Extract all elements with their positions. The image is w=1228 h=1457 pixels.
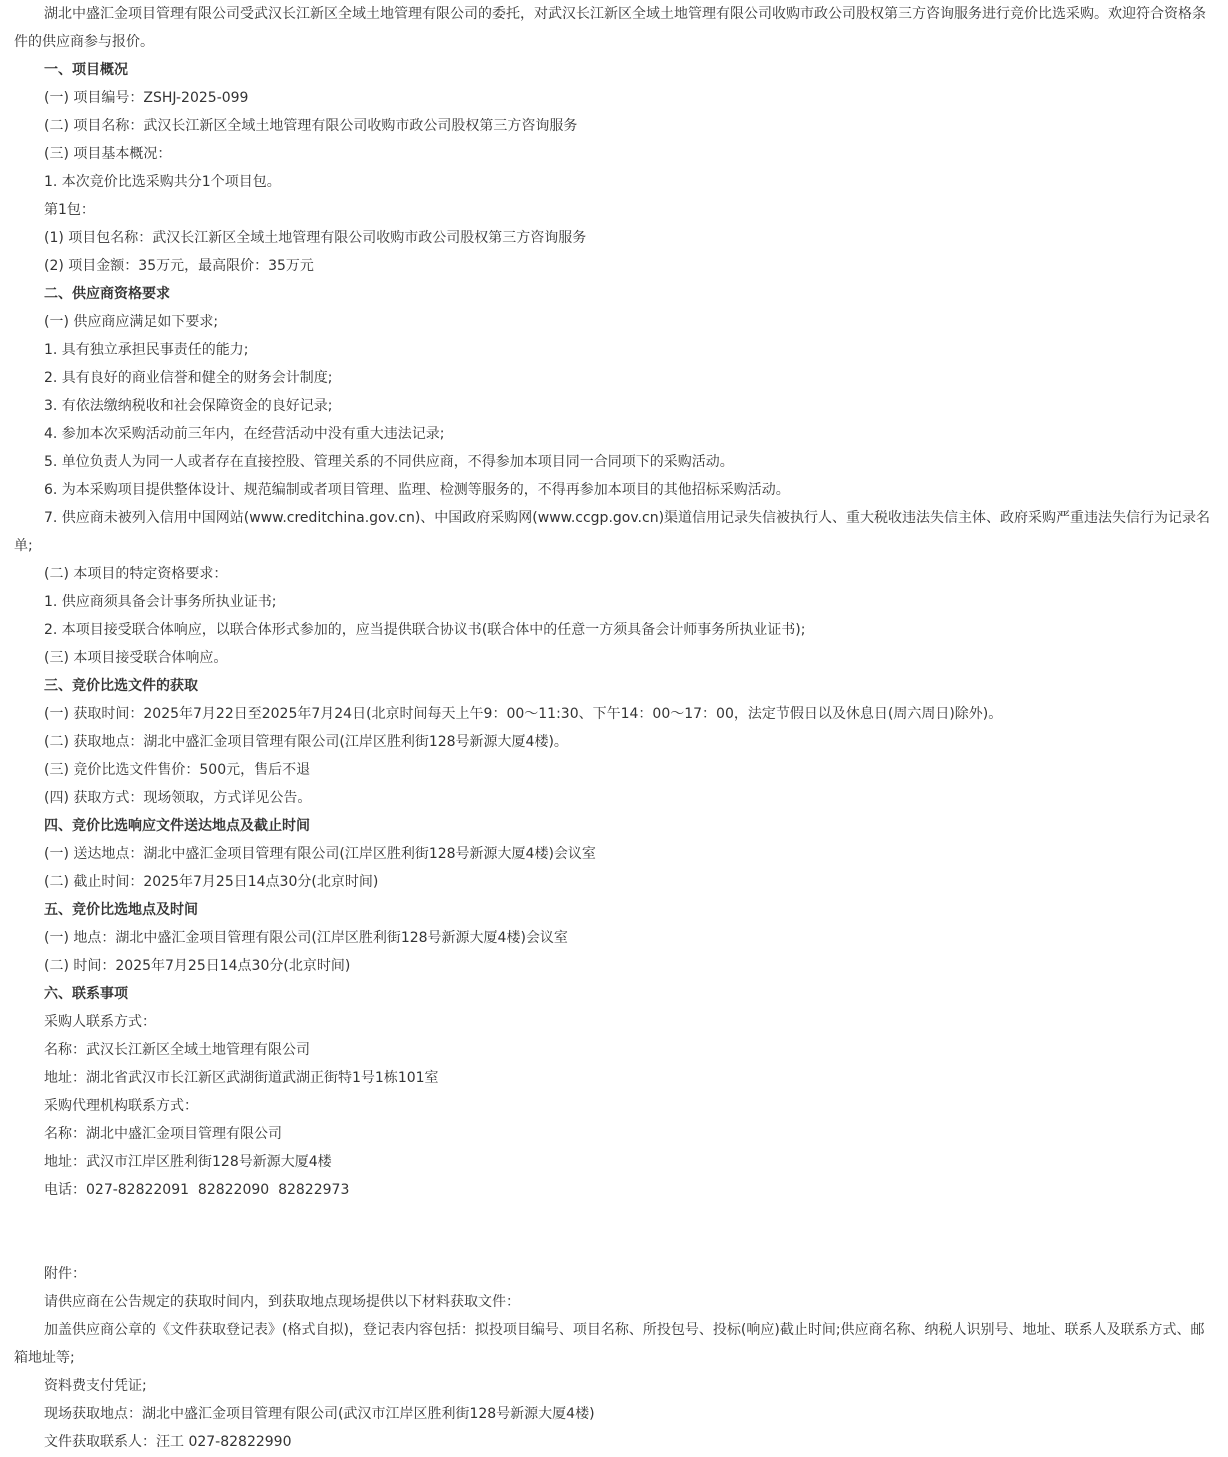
list-item: 5. 单位负责人为同一人或者存在直接控股、管理关系的不同供应商，不得参加本项目同一合同项下的采购活动。	[44, 454, 734, 470]
package-label: 第1包：	[44, 202, 95, 218]
list-item: 3. 有依法缴纳税收和社会保障资金的良好记录;	[44, 398, 333, 414]
attachment-receipt: 资料费支付凭证;	[44, 1378, 147, 1394]
section4-heading: 四、竞价比选响应文件送达地点及截止时间	[44, 818, 310, 834]
attachment-label: 附件：	[44, 1266, 86, 1282]
attachment-location: 现场获取地点：湖北中盛汇金项目管理有限公司(武汉市江岸区胜利街128号新源大厦4楼)	[44, 1406, 595, 1422]
consortium-note: (三) 本项目接受联合体响应。	[44, 650, 228, 666]
list-item: 6. 为本采购项目提供整体设计、规范编制或者项目管理、监理、检测等服务的，不得再参加本项目的其他招标采购活动。	[44, 482, 790, 498]
attachment-instruction: 请供应商在公告规定的获取时间内，到获取地点现场提供以下材料获取文件：	[44, 1294, 520, 1310]
section6-heading: 六、联系事项	[44, 986, 128, 1002]
attachment-contact: 文件获取联系人：汪工 027-82822990	[44, 1434, 292, 1450]
section3-heading: 三、竞价比选文件的获取	[44, 678, 198, 694]
buyer-contact-label: 采购人联系方式：	[44, 1014, 156, 1030]
list-item: 1. 供应商须具备会计事务所执业证书;	[44, 594, 277, 610]
buyer-address: 地址：湖北省武汉市长江新区武湖街道武湖正街特1号1栋101室	[44, 1070, 439, 1086]
acquisition-place: (二) 获取地点：湖北中盛汇金项目管理有限公司(江岸区胜利街128号新源大厦4楼)。	[44, 734, 568, 750]
package-name: (1) 项目包名称：武汉长江新区全域土地管理有限公司收购市政公司股权第三方咨询服务	[44, 230, 587, 246]
project-name: (二) 项目名称：武汉长江新区全域土地管理有限公司收购市政公司股权第三方咨询服务	[44, 118, 578, 134]
list-item: 4. 参加本次采购活动前三年内，在经营活动中没有重大违法记录;	[44, 426, 445, 442]
section5-heading: 五、竞价比选地点及时间	[44, 902, 198, 918]
agent-address: 地址：武汉市江岸区胜利街128号新源大厦4楼	[44, 1154, 332, 1170]
project-overview-label: (三) 项目基本概况：	[44, 146, 172, 162]
agent-contact-label: 采购代理机构联系方式：	[44, 1098, 198, 1114]
document-price: (三) 竞价比选文件售价：500元，售后不退	[44, 762, 311, 778]
list-item: 2. 具有良好的商业信誉和健全的财务会计制度;	[44, 370, 333, 386]
deadline: (二) 截止时间：2025年7月25日14点30分(北京时间)	[44, 874, 379, 890]
acquisition-time: (一) 获取时间：2025年7月22日至2025年7月24日(北京时间每天上午9：00～11:30、下午14：00～17：00，法定节假日以及休息日(周六周日)除外)。	[44, 706, 1003, 722]
acquisition-method: (四) 获取方式：现场领取，方式详见公告。	[44, 790, 312, 806]
agent-phone: 电话：027-82822091 82822090 82822973	[44, 1182, 350, 1198]
general-requirements-label: (一) 供应商应满足如下要求;	[44, 314, 219, 330]
list-item: 1. 具有独立承担民事责任的能力;	[44, 342, 249, 358]
buyer-name: 名称：武汉长江新区全域土地管理有限公司	[44, 1042, 310, 1058]
spacer	[14, 1204, 1214, 1260]
section1-heading: 一、项目概况	[44, 62, 128, 78]
intro-paragraph: 湖北中盛汇金项目管理有限公司受武汉长江新区全域土地管理有限公司的委托，对武汉长江新区全域土地管理有限公司收购市政公司股权第三方咨询服务进行竞价比选采购。欢迎符合资格条件的供应商参与报价。	[14, 6, 1206, 50]
attachment-form: 加盖供应商公章的《文件获取登记表》(格式自拟)，登记表内容包括：拟投项目编号、项目名称、所投包号、投标(响应)截止时间;供应商名称、纳税人识别号、地址、联系人及联系方式、邮箱地址等;	[14, 1322, 1205, 1366]
list-item-credit: 7. 供应商未被列入信用中国网站(www.creditchina.gov.cn)、中国政府采购网(www.ccgp.gov.cn)渠道信用记录失信被执行人、重大税收违法失信主体、政府采购严重违法失信行为记录名单;	[14, 510, 1211, 554]
specific-requirements-label: (二) 本项目的特定资格要求：	[44, 566, 228, 582]
delivery-place: (一) 送达地点：湖北中盛汇金项目管理有限公司(江岸区胜利街128号新源大厦4楼)会议室	[44, 846, 596, 862]
package-count: 1. 本次竞价比选采购共分1个项目包。	[44, 174, 281, 190]
bidding-place: (一) 地点：湖北中盛汇金项目管理有限公司(江岸区胜利街128号新源大厦4楼)会议室	[44, 930, 568, 946]
section2-heading: 二、供应商资格要求	[44, 286, 170, 302]
package-amount: (2) 项目金额：35万元，最高限价：35万元	[44, 258, 314, 274]
project-number: (一) 项目编号：ZSHJ-2025-099	[44, 90, 249, 106]
agent-name: 名称：湖北中盛汇金项目管理有限公司	[44, 1126, 282, 1142]
list-item: 2. 本项目接受联合体响应，以联合体形式参加的，应当提供联合协议书(联合体中的任意一方须具备会计师事务所执业证书);	[44, 622, 806, 638]
bidding-time: (二) 时间：2025年7月25日14点30分(北京时间)	[44, 958, 351, 974]
